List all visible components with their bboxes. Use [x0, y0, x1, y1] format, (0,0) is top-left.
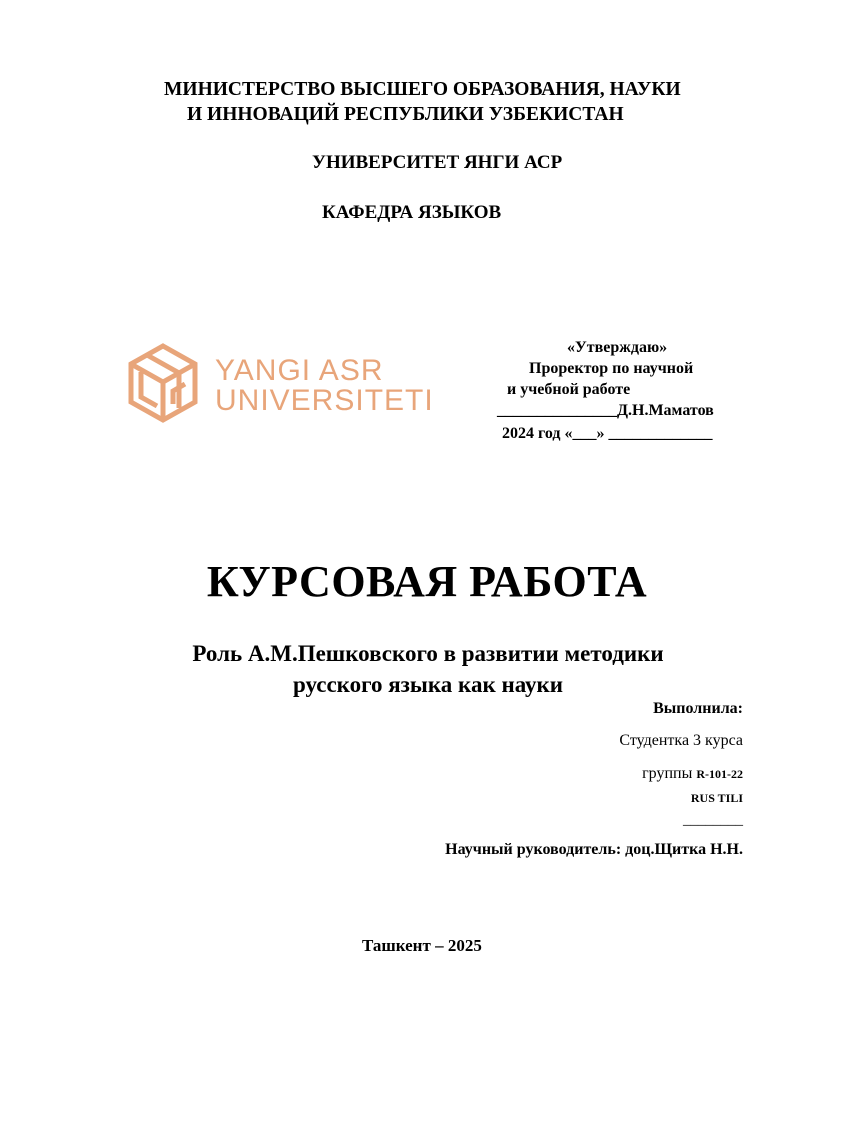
department-name: КАФЕДРА ЯЗЫКОВ	[322, 202, 502, 223]
university-name: УНИВЕРСИТЕТ ЯНГИ АСР	[312, 152, 563, 173]
approval-position: Проректор по научной	[529, 360, 694, 377]
university-logo	[127, 342, 434, 426]
group-code: R-101-22	[696, 767, 743, 781]
logo-text-line-1: YANGI ASR	[215, 354, 384, 387]
cube-logo-icon	[127, 342, 434, 426]
subtitle-line-2: русского языка как науки	[292, 672, 564, 697]
ministry-line-2: И ИННОВАЦИЙ РЕСПУБЛИКИ УЗБЕКИСТАН	[187, 104, 624, 125]
subtitle-line-1: Роль А.М.Пешковского в развитии методики	[192, 641, 664, 666]
document-title: КУРСОВАЯ РАБОТА	[206, 557, 648, 606]
approval-title: «Утверждаю»	[567, 339, 668, 356]
approval-signature: _______________Д.Н.Маматов	[497, 402, 714, 419]
performer-label: Выполнила:	[653, 700, 743, 717]
student-group	[642, 765, 743, 783]
ministry-line-1: МИНИСТЕРСТВО ВЫСШЕГО ОБРАЗОВАНИЯ, НАУКИ	[164, 79, 681, 100]
approval-position-cont: и учебной работе	[507, 381, 631, 398]
student-course: Студентка 3 курса	[619, 732, 743, 749]
approval-date: 2024 год «___» _____________	[502, 425, 713, 442]
logo-text-line-2: UNIVERSITETI	[215, 384, 434, 417]
student-signature-line: ________	[683, 812, 743, 828]
city-year: Ташкент – 2025	[362, 936, 482, 955]
document-subtitle	[0, 638, 856, 700]
student-specialty: RUS TILI	[690, 791, 743, 805]
supervisor: Научный руководитель: доц.Щитка Н.Н.	[445, 841, 743, 858]
group-label: группы	[642, 765, 697, 782]
